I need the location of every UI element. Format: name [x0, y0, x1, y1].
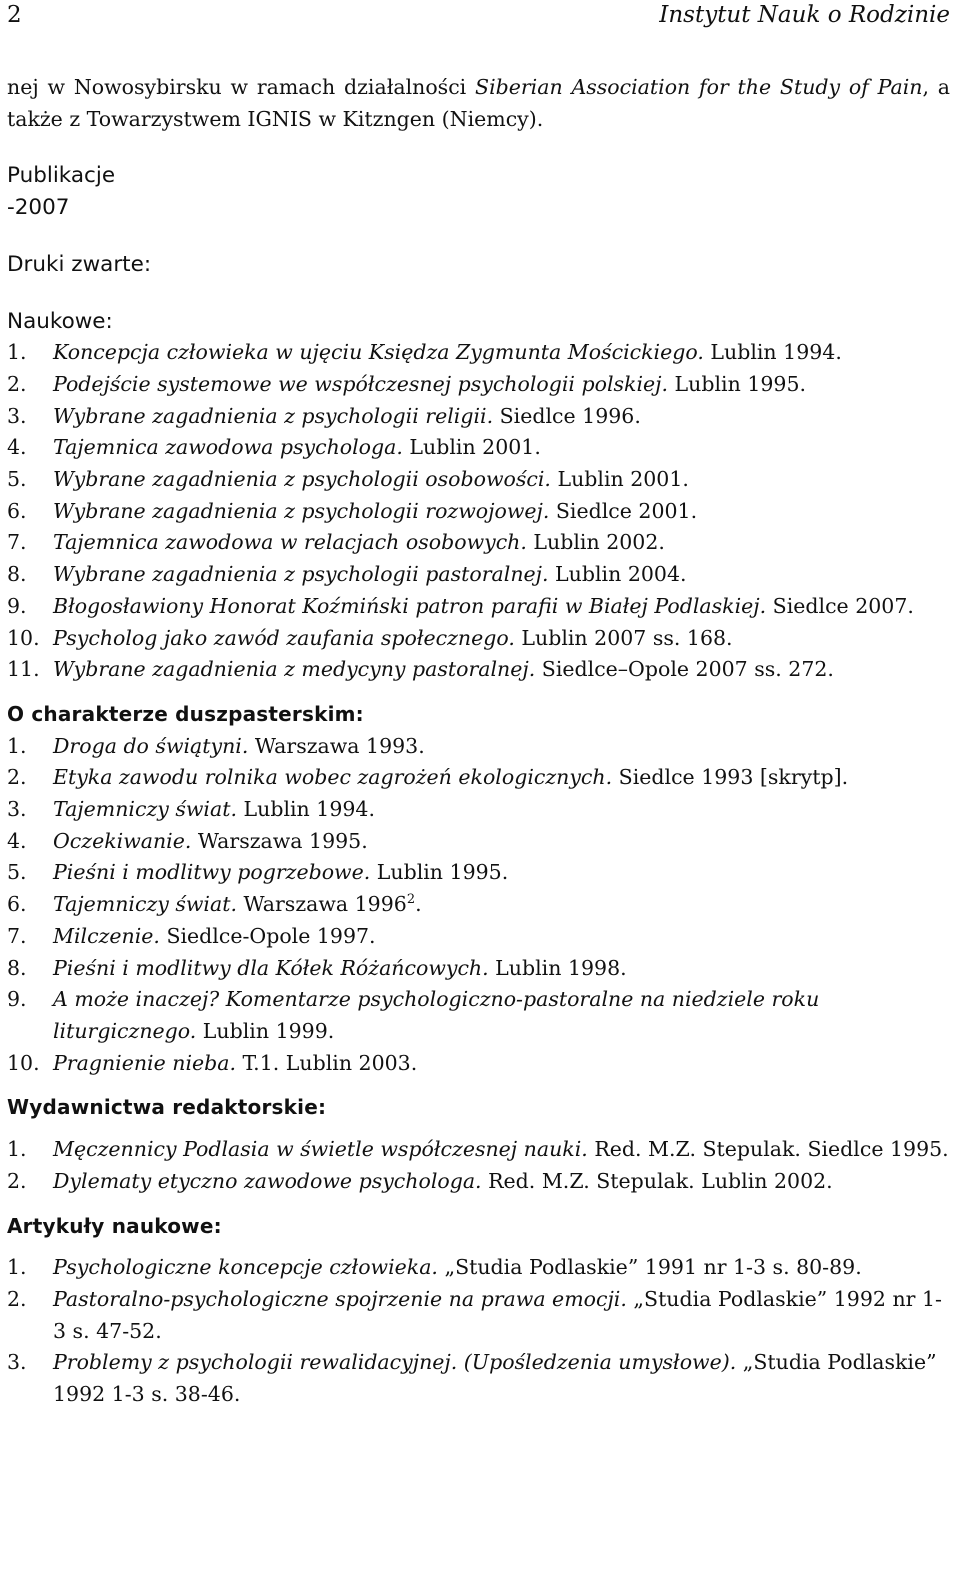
- item-text: [53, 654, 950, 686]
- item-number: 5.: [7, 467, 27, 492]
- item-text: [53, 921, 950, 953]
- item-text: [53, 464, 950, 496]
- list-item: [7, 857, 950, 889]
- item-title: Tajemnica zawodowa w relacjach osobowych.: [53, 530, 527, 555]
- item-title: Tajemniczy świat.: [53, 892, 237, 917]
- item-number: 9.: [7, 987, 27, 1012]
- item-details: Siedlce–Opole 2007 ss. 272.: [535, 657, 834, 682]
- item-details: Siedlce 2001.: [549, 498, 698, 523]
- list-item: [7, 921, 950, 953]
- list-item: [7, 527, 950, 559]
- item-text: [53, 857, 950, 889]
- item-details: Lublin 1994.: [236, 797, 375, 822]
- item-text: [53, 559, 950, 591]
- item-text: [53, 889, 950, 921]
- item-title: Milczenie.: [53, 923, 160, 948]
- item-title: Pieśni i modlitwy pogrzebowe.: [53, 860, 371, 885]
- item-details: Lublin 1998.: [488, 955, 627, 980]
- intro-organization: Siberian Association for the Study of Pain: [475, 75, 923, 99]
- list-item: [7, 654, 950, 686]
- item-number: 1.: [7, 733, 27, 758]
- item-details: Lublin 1995.: [668, 371, 807, 396]
- item-number: 2.: [7, 371, 27, 396]
- item-title: Pragnienie nieba.: [53, 1050, 236, 1075]
- item-text: [53, 369, 950, 401]
- edition-superscript: 2: [406, 892, 416, 908]
- item-number: 11.: [7, 657, 40, 682]
- list-item: [7, 623, 950, 655]
- item-text: [53, 527, 950, 559]
- page-number: 2: [7, 2, 22, 28]
- section-period: -2007: [7, 195, 70, 221]
- item-text: [53, 953, 950, 985]
- list-duszpasterskie: [7, 731, 950, 1080]
- item-text: [53, 984, 950, 1047]
- heading-druki-zwarte: Druki zwarte:: [7, 251, 152, 277]
- item-number: 1.: [7, 1137, 27, 1162]
- item-text: [53, 1134, 950, 1166]
- item-details: Warszawa 1995.: [191, 828, 368, 853]
- list-item: [7, 559, 950, 591]
- item-text: [53, 794, 950, 826]
- item-title: Problemy z psychologii rewalidacyjnej. (Upośledzenia umysłowe).: [53, 1350, 737, 1375]
- item-number: 3.: [7, 403, 27, 428]
- item-title: Psycholog jako zawód zaufania społecznego.: [53, 625, 515, 650]
- section-title-publikacje: Publikacje: [7, 163, 116, 189]
- item-details: Lublin 2001.: [550, 467, 689, 492]
- list-item: [7, 1284, 950, 1347]
- list-item: [7, 794, 950, 826]
- item-number: 4.: [7, 828, 27, 853]
- item-title: Droga do świątyni.: [53, 733, 249, 758]
- running-head: Instytut Nauk o Rodzinie: [659, 2, 950, 28]
- item-number: 6.: [7, 498, 27, 523]
- item-details: „Studia Podlaskie” 1991 nr 1-3 s. 80-89.: [437, 1255, 862, 1280]
- item-number: 2.: [7, 765, 27, 790]
- item-text: [53, 826, 950, 858]
- list-item: [7, 1048, 950, 1080]
- list-item: [7, 1166, 950, 1198]
- item-title: Męczennicy Podlasia w świetle współczesnej nauki.: [53, 1137, 588, 1162]
- item-number: 2.: [7, 1168, 27, 1193]
- item-title: Oczekiwanie.: [53, 828, 192, 853]
- list-item: [7, 464, 950, 496]
- item-number: 5.: [7, 860, 27, 885]
- item-details: Lublin 2002.: [526, 530, 665, 555]
- item-details: T.1. Lublin 2003.: [236, 1050, 418, 1075]
- item-number: 7.: [7, 923, 27, 948]
- item-text: [53, 1166, 950, 1198]
- list-item: [7, 826, 950, 858]
- item-number: 8.: [7, 562, 27, 587]
- item-number: 7.: [7, 530, 27, 555]
- item-details: Siedlce-Opole 1997.: [159, 923, 376, 948]
- item-number: 1.: [7, 340, 27, 365]
- heading-naukowe: Naukowe:: [7, 308, 113, 334]
- list-item: [7, 762, 950, 794]
- list-item: [7, 1347, 950, 1410]
- item-title: Koncepcja człowieka w ujęciu Księdza Zygmunta Mościckiego.: [53, 340, 704, 365]
- item-text: [53, 401, 950, 433]
- list-item: [7, 369, 950, 401]
- item-text: [53, 1048, 950, 1080]
- heading-duszpasterskie: O charakterze duszpasterskim:: [7, 701, 364, 726]
- item-number: 6.: [7, 892, 27, 917]
- heading-redaktorskie: Wydawnictwa redaktorskie:: [7, 1095, 327, 1120]
- item-title: Pastoralno-psychologiczne spojrzenie na prawa emocji.: [53, 1286, 627, 1311]
- item-text: [53, 496, 950, 528]
- item-details: Lublin 2001.: [402, 435, 541, 460]
- item-details: „Studia Podlaskie” 1992 nr 1-3 s. 47-52.: [53, 1286, 942, 1343]
- item-text: [53, 731, 950, 763]
- list-item: [7, 496, 950, 528]
- item-title: Błogosławiony Honorat Koźmiński patron parafii w Białej Podlaskiej.: [53, 593, 767, 618]
- item-title: Wybrane zagadnienia z psychologii rozwojowej.: [53, 498, 550, 523]
- item-title: Tajemniczy świat.: [53, 797, 237, 822]
- item-details: Lublin 1994.: [703, 340, 842, 365]
- item-details: Siedlce 1996.: [493, 403, 641, 428]
- list-item: [7, 731, 950, 763]
- item-details: Siedlce 2007.: [766, 593, 914, 618]
- item-details: Lublin 1999.: [196, 1018, 335, 1043]
- item-title: Pieśni i modlitwy dla Kółek Różańcowych.: [53, 955, 489, 980]
- list-item: [7, 401, 950, 433]
- item-title: Wybrane zagadnienia z psychologii pastoralnej.: [53, 562, 549, 587]
- page-content: [7, 72, 950, 1411]
- list-item: [7, 337, 950, 369]
- item-number: 10.: [7, 1050, 40, 1075]
- item-number: 3.: [7, 1350, 27, 1375]
- item-number: 10.: [7, 625, 40, 650]
- item-number: 1.: [7, 1255, 27, 1280]
- item-title: Wybrane zagadnienia z psychologii osobowości.: [53, 467, 551, 492]
- item-title: Dylematy etyczno zawodowe psychologa.: [53, 1168, 482, 1193]
- item-text: [53, 432, 950, 464]
- item-details: Red. M.Z. Stepulak. Lublin 2002.: [481, 1168, 833, 1193]
- item-text: [53, 591, 950, 623]
- intro-paragraph: [7, 72, 950, 135]
- list-item: [7, 1252, 950, 1284]
- item-number: 4.: [7, 435, 27, 460]
- item-title: Wybrane zagadnienia z psychologii religii.: [53, 403, 494, 428]
- list-item: [7, 889, 950, 921]
- page-header: [7, 0, 950, 30]
- item-number: 9.: [7, 593, 27, 618]
- intro-text-after: , a także z Towarzystwem IGNIS w Kitzngen (Niemcy).: [7, 75, 950, 131]
- item-details: Lublin 2007 ss. 168.: [514, 625, 733, 650]
- item-details: Siedlce 1993 [skrytp].: [612, 765, 849, 790]
- item-number: 3.: [7, 797, 27, 822]
- list-naukowe: [7, 337, 950, 686]
- list-item: [7, 953, 950, 985]
- item-text: [53, 337, 950, 369]
- item-text: [53, 1252, 950, 1284]
- list-artykuly: [7, 1252, 950, 1411]
- list-redaktorskie: [7, 1134, 950, 1197]
- item-title: Podejście systemowe we współczesnej psychologii polskiej.: [53, 371, 669, 396]
- item-title: Etyka zawodu rolnika wobec zagrożeń ekologicznych.: [53, 765, 613, 790]
- item-title: Wybrane zagadnienia z medycyny pastoralnej.: [53, 657, 536, 682]
- list-item: [7, 1134, 950, 1166]
- list-item: [7, 432, 950, 464]
- item-tail: .: [415, 892, 422, 917]
- item-text: [53, 1347, 950, 1410]
- item-details: Lublin 1995.: [370, 860, 509, 885]
- item-text: [53, 762, 950, 794]
- heading-artykuly: Artykuły naukowe:: [7, 1213, 222, 1238]
- item-title: A może inaczej? Komentarze psychologiczno-pastoralne na niedziele roku liturgicznego.: [53, 987, 820, 1043]
- item-details: Warszawa 1993.: [248, 733, 425, 758]
- item-text: [53, 1284, 950, 1347]
- list-item: [7, 591, 950, 623]
- list-item: [7, 984, 950, 1047]
- item-number: 2.: [7, 1286, 27, 1311]
- item-details: Red. M.Z. Stepulak. Siedlce 1995.: [587, 1137, 949, 1162]
- intro-text-before: nej w Nowosybirsku w ramach działalności: [7, 75, 476, 99]
- item-title: Psychologiczne koncepcje człowieka.: [53, 1255, 438, 1280]
- item-details: Warszawa 1996: [236, 892, 407, 917]
- item-number: 8.: [7, 955, 27, 980]
- item-title: Tajemnica zawodowa psychologa.: [53, 435, 403, 460]
- item-details: „Studia Podlaskie” 1992 1-3 s. 38-46.: [53, 1350, 937, 1407]
- item-details: Lublin 2004.: [548, 562, 687, 587]
- item-text: [53, 623, 950, 655]
